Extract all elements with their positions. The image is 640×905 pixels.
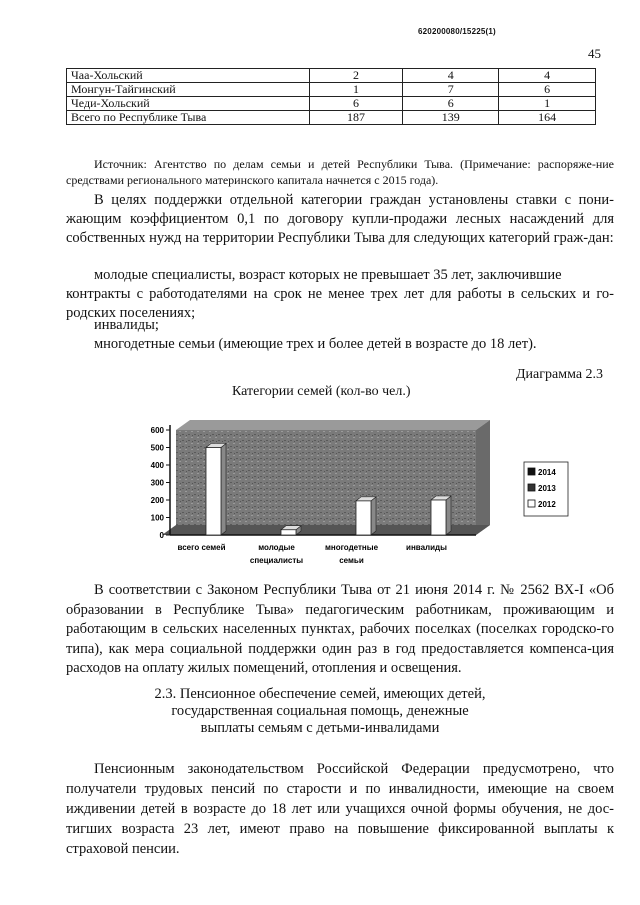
- table-cell-name: Всего по Республике Тыва: [67, 111, 310, 125]
- table-cell: 1: [499, 97, 596, 111]
- bar-chart: [140, 410, 580, 580]
- y-tick-label: 400: [150, 461, 164, 470]
- paragraph-education-law: В соответствии с Законом Республики Тыва от 21 июня 2014 г. № 2562 ВХ-I «Об образовании в Республике Тыва» педагогическим работникам, проживающим и работающим в сельских населенных пунктах, рабочих поселках (поселках городско-го типа), как мера социальной поддержки один раз в год предоставляется компенса-ция расходов на оплату жилых помещений, отопления и освещения.: [66, 582, 614, 676]
- table-cell: 6: [403, 97, 499, 111]
- table-row: [67, 97, 596, 111]
- bar-side: [371, 497, 376, 535]
- section-heading-line: государственная социальная помощь, денежные: [171, 703, 469, 719]
- table-row: [67, 83, 596, 97]
- list-item-young-specialists: молодые специалисты, возраст которых не превышает 35 лет, заключившие: [94, 267, 562, 283]
- legend-swatch-2012: [528, 500, 535, 507]
- table-cell: 7: [403, 83, 499, 97]
- table-row: [67, 69, 596, 83]
- x-tick-label: инвалиды: [406, 543, 447, 552]
- legend-swatch-2013: [528, 484, 535, 491]
- table-cell-name: Чаа-Хольский: [67, 69, 310, 83]
- x-tick-label: семьи: [339, 556, 364, 565]
- page-number: 45: [588, 46, 601, 61]
- bar-2012: [206, 448, 221, 536]
- legend-label: 2013: [538, 484, 556, 493]
- table-cell: 6: [499, 83, 596, 97]
- bar-2012: [281, 530, 296, 535]
- y-tick-label: 600: [150, 426, 164, 435]
- table-cell: 4: [403, 69, 499, 83]
- y-tick-label: 100: [150, 513, 164, 523]
- section-heading: [120, 686, 520, 737]
- x-tick-label: специалисты: [249, 556, 304, 565]
- bar-side: [446, 496, 451, 535]
- chart-back-top: [176, 420, 490, 430]
- paragraph-support: В целях поддержки отдельной категории граждан установлены ставки с пони-жающим коэффициентом 0,1 по договору купли-продажи лесных насаждений для собственных нужд на территории Республики Тыва для следующих категорий граж-дан:: [66, 192, 614, 246]
- list-item-large-families: многодетные семьи (имеющие трех и более детей в возрасте до 18 лет).: [94, 336, 537, 352]
- x-tick-label: многодетные: [324, 543, 379, 552]
- table-cell-name: Монгун-Тайгинский: [67, 83, 310, 97]
- y-tick-label: 200: [150, 496, 164, 505]
- document-id: 620200080/15225(1): [418, 27, 496, 36]
- table-cell: 187: [309, 111, 403, 125]
- table-row-total: [67, 111, 596, 125]
- source-note: Источник: Агентство по делам семьи и детей Республики Тыва. (Примечание: распоряже-ние средствами регионального материнского капитала начнется с 2015 года).: [66, 157, 614, 187]
- table-cell: 4: [499, 69, 596, 83]
- list-item-young-specialists-cont: контракты с работодателями на срок не менее трех лет для работы в сельских и го-родских поселениях;: [66, 286, 614, 321]
- list-item-disabled: инвалиды;: [94, 317, 159, 333]
- section-heading-line: 2.3. Пенсионное обеспечение семей, имеющих детей,: [154, 686, 486, 702]
- table-cell: 139: [403, 111, 499, 125]
- x-tick-label: всего семей: [177, 543, 226, 552]
- statistics-table: [66, 68, 596, 125]
- section-heading-line: выплаты семьям с детьми-инвалидами: [200, 720, 440, 736]
- legend-label: 2014: [538, 468, 556, 477]
- chart-side-wall: [476, 420, 490, 535]
- y-tick-label: 0: [159, 531, 164, 540]
- table-cell: 6: [309, 97, 403, 111]
- y-tick-label: 500: [150, 443, 164, 453]
- bar-side: [221, 444, 226, 536]
- bar-2012: [431, 500, 446, 535]
- table-cell-name: Чеди-Хольский: [67, 97, 310, 111]
- table-cell: 1: [309, 83, 403, 97]
- y-tick-label: 300: [150, 478, 164, 488]
- bar-2012: [356, 501, 371, 535]
- table-cell: 2: [309, 69, 403, 83]
- table-cell: 164: [499, 111, 596, 125]
- paragraph-pension: Пенсионным законодательством Российской Федерации предусмотрено, что получатели трудовых пенсий по старости и по инвалидности, имеющие на своем иждивении детей в возрасте до 18 лет или учащихся очной формы обучения, не дос-тигших возраста 23 лет, имеют право на повышение фиксированной выплаты к страховой пенсии.: [66, 761, 614, 857]
- diagram-label: Диаграмма 2.3: [516, 367, 604, 382]
- chart-title: Категории семей (кол-во чел.): [232, 384, 411, 399]
- legend-swatch-2014: [528, 468, 535, 475]
- x-tick-label: молодые: [258, 543, 295, 552]
- legend-label: 2012: [538, 500, 556, 509]
